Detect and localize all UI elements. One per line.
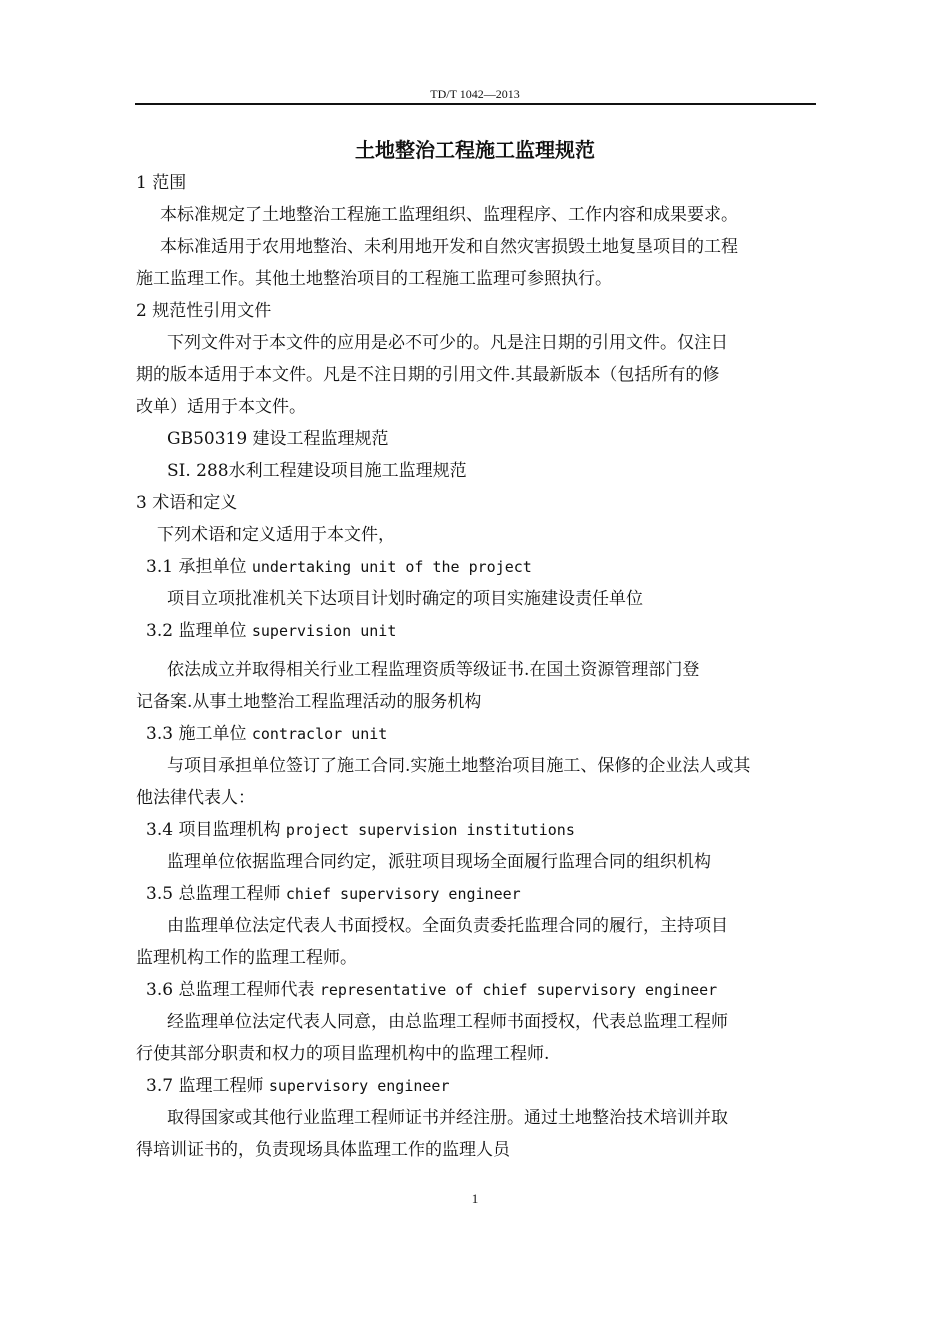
term-definition: 他法律代表人： (136, 788, 255, 808)
paragraph-line: 改单）适用于本文件。 (136, 397, 306, 417)
term-number: 3.5 (146, 884, 174, 904)
standard-code: TD/T 1042—2013 (430, 87, 520, 101)
header-rule (135, 103, 816, 105)
term-chinese: 监理单位 (178, 621, 247, 641)
paragraph-line: 期的版本适用于本文件。凡是不注日期的引用文件.其最新版本（包括所有的修 (136, 365, 720, 385)
term-chinese: 总监理工程师 (178, 884, 281, 904)
term-chinese: 项目监理机构 (178, 820, 281, 840)
reference-item: GB50319 建设工程监理规范 (167, 429, 389, 449)
term-english: project supervision institutions (285, 821, 575, 839)
term-english: chief supervisory engineer (285, 885, 521, 903)
term-number: 3.7 (146, 1076, 174, 1096)
term-definition: 依法成立并取得相关行业工程监理资质等级证书.在国土资源管理部门登 (167, 660, 700, 680)
paragraph-line: 下列文件对于本文件的应用是必不可少的。凡是注日期的引用文件。仅注日 (167, 333, 728, 353)
term-definition: 行使其部分职责和权力的项目监理机构中的监理工程师. (136, 1044, 550, 1064)
paragraph-line: 本标准规定了土地整治工程施工监理组织、监理程序、工作内容和成果要求。 (160, 205, 738, 225)
term-chinese: 施工单位 (178, 724, 247, 744)
term-heading (146, 722, 387, 746)
term-number: 3.3 (146, 724, 174, 744)
term-definition: 监理机构工作的监理工程师。 (136, 948, 357, 968)
term-definition: 记备案.从事土地整治工程监理活动的服务机构 (136, 692, 482, 712)
term-definition: 得培训证书的，负责现场具体监理工作的监理人员 (136, 1140, 510, 1160)
reference-item: SI. 288水利工程建设项目施工监理规范 (167, 461, 467, 481)
term-definition: 与项目承担单位签订了施工合同.实施土地整治项目施工、保修的企业法人或其 (167, 756, 751, 776)
term-number: 3.2 (146, 621, 174, 641)
page-number: 1 (471, 1191, 479, 1206)
term-english: supervision unit (251, 622, 397, 640)
term-number: 3.4 (146, 820, 174, 840)
paragraph-line: 本标准适用于农用地整治、未利用地开发和自然灾害损毁土地复垦项目的工程 (160, 237, 738, 257)
term-heading (146, 1074, 449, 1098)
paragraph-line: 施工监理工作。其他土地整治项目的工程施工监理可参照执行。 (136, 269, 612, 289)
term-definition: 取得国家或其他行业监理工程师证书并经注册。通过土地整治技术培训并取 (167, 1108, 728, 1128)
section-heading-terms: 3 术语和定义 (136, 493, 238, 513)
term-english: contraclor unit (251, 725, 388, 743)
term-chinese: 监理工程师 (178, 1076, 264, 1096)
term-definition: 项目立项批准机关下达项目计划时确定的项目实施建设责任单位 (167, 589, 643, 609)
term-heading (146, 555, 532, 579)
term-heading (146, 818, 575, 842)
term-heading (146, 619, 396, 643)
section-heading-normative-references: 2 规范性引用文件 (136, 301, 272, 321)
paragraph-line: 下列术语和定义适用于本文件， (157, 525, 395, 545)
term-heading (146, 978, 717, 1002)
section-heading-scope: 1 范围 (136, 173, 187, 193)
term-english: undertaking unit of the project (251, 558, 532, 576)
term-definition: 由监理单位法定代表人书面授权。全面负责委托监理合同的履行，主持项目 (167, 916, 728, 936)
term-definition: 监理单位依据监理合同约定，派驻项目现场全面履行监理合同的组织机构 (167, 852, 711, 872)
term-number: 3.1 (146, 557, 174, 577)
term-heading (146, 882, 521, 906)
document-title: 土地整治工程施工监理规范 (355, 138, 595, 162)
term-chinese: 总监理工程师代表 (178, 980, 315, 1000)
term-number: 3.6 (146, 980, 174, 1000)
term-english: representative of chief supervisory engineer (319, 981, 718, 999)
term-chinese: 承担单位 (178, 557, 247, 577)
term-definition: 经监理单位法定代表人同意，由总监理工程师书面授权，代表总监理工程师 (167, 1012, 728, 1032)
term-english: supervisory engineer (268, 1077, 450, 1095)
